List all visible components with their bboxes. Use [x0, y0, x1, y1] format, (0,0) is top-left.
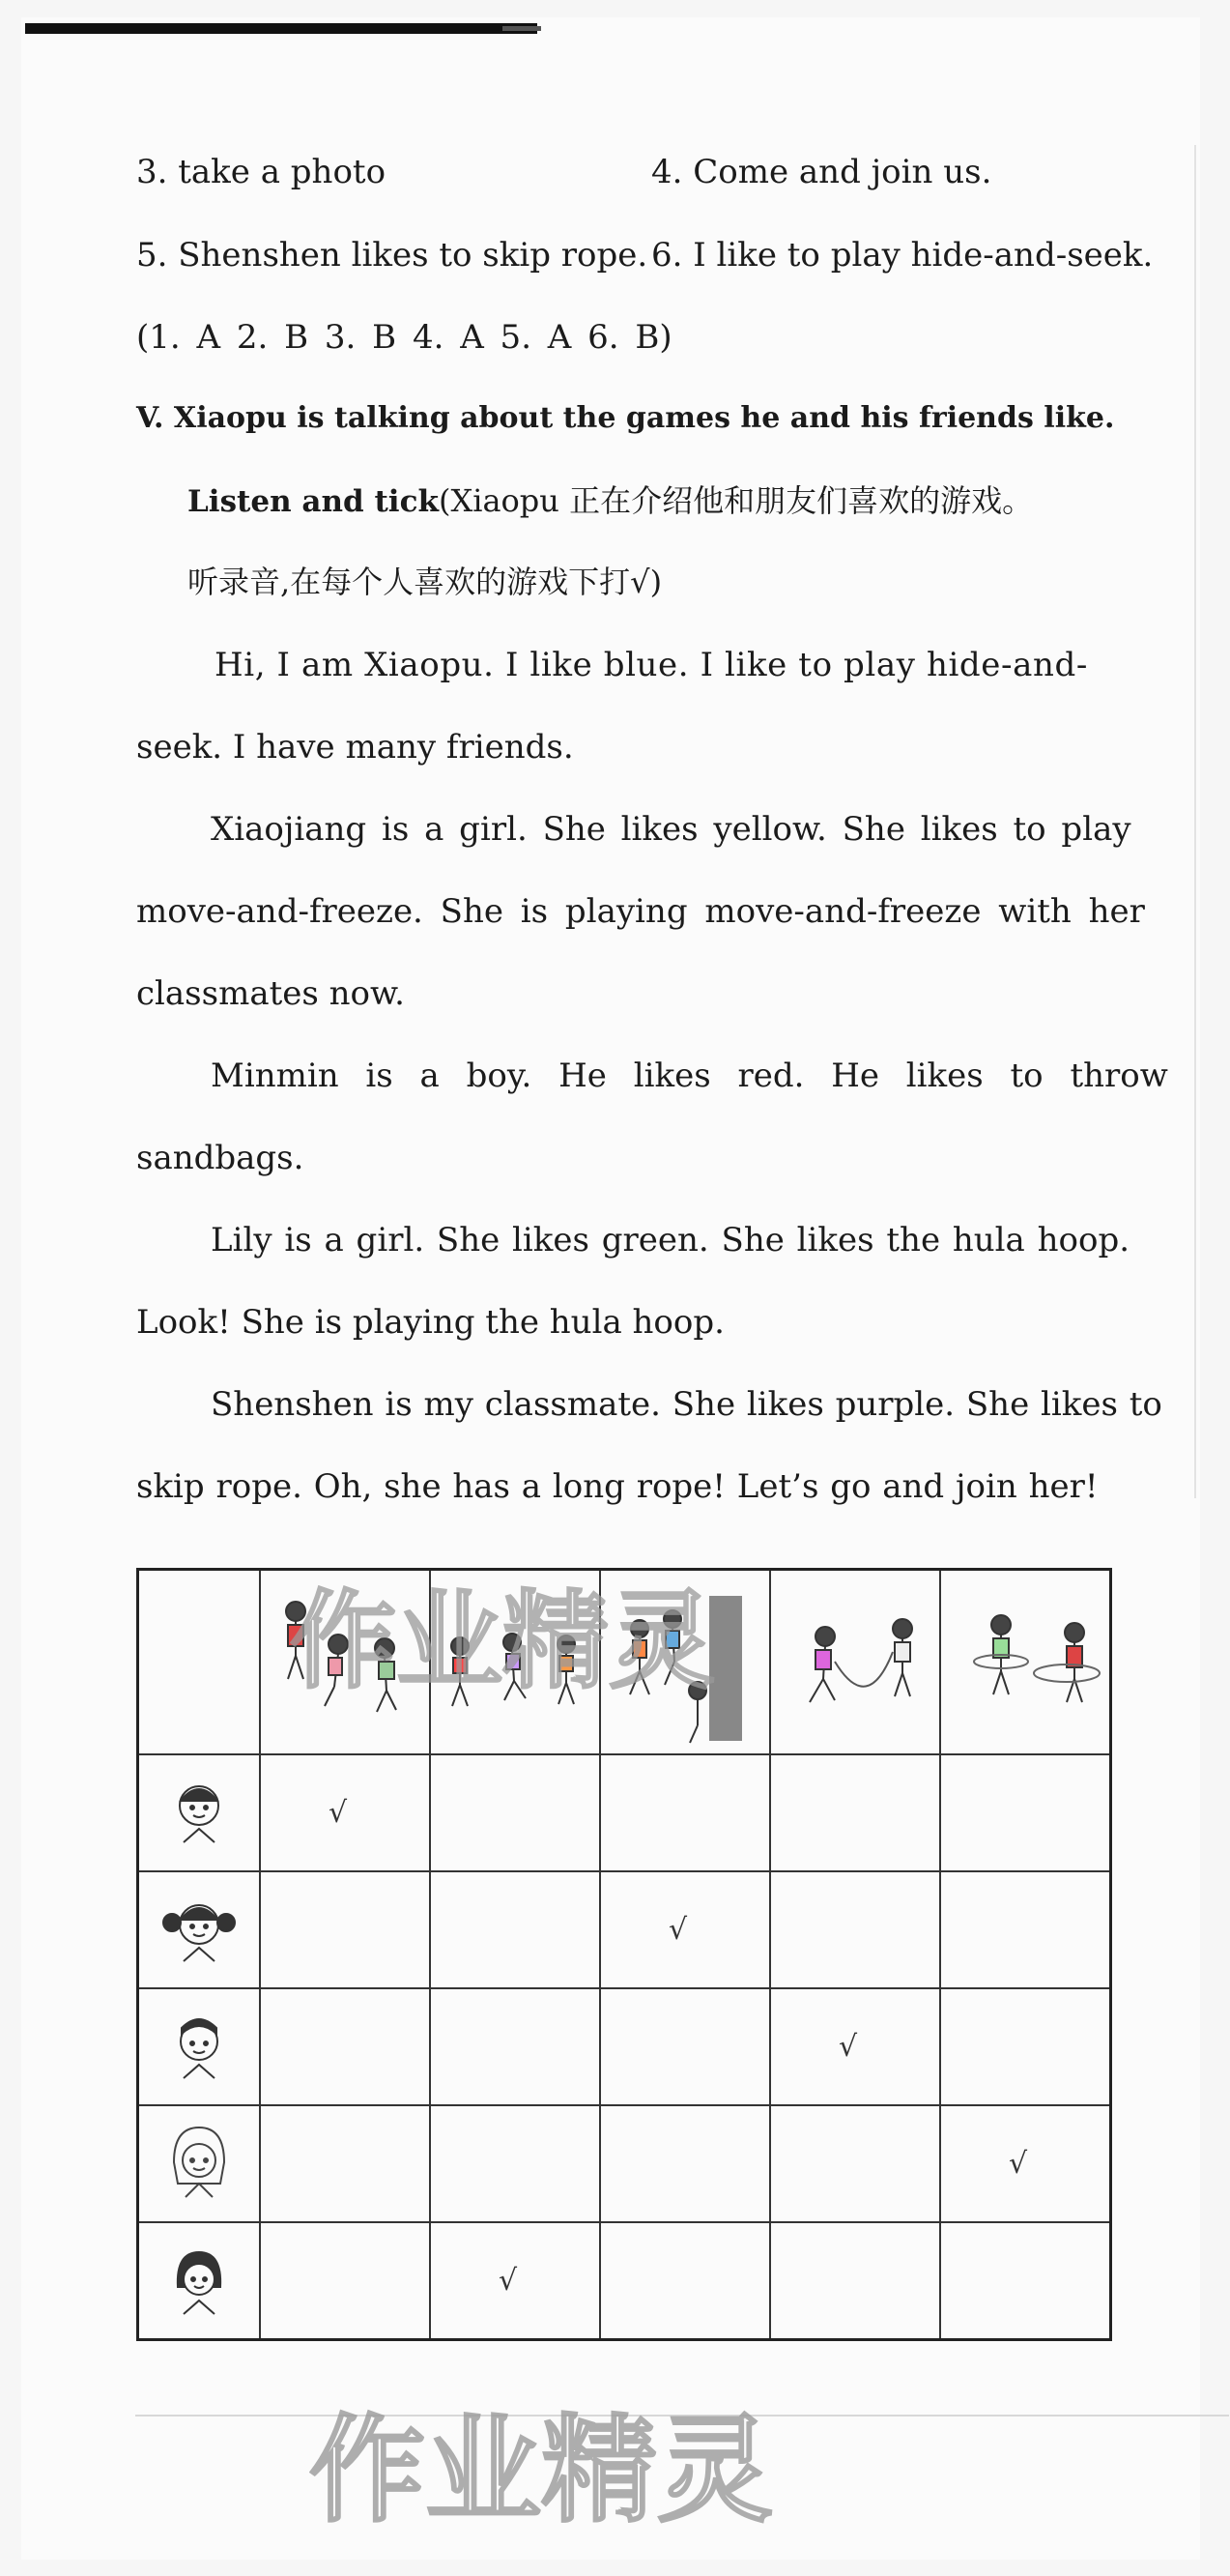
passage-line: sandbags. [136, 1139, 304, 1177]
girl-bob-face-icon [139, 2223, 259, 2338]
skip-rope-kids-icon [771, 1571, 939, 1753]
tick-mark: √ [669, 1913, 688, 1947]
passage-line: move-and-freeze. She is playing move-and-freeze with her [136, 892, 1145, 931]
header-corner [138, 1570, 261, 1755]
tick-cell[interactable] [600, 1871, 770, 1988]
person-minmin-cell [138, 1988, 261, 2105]
person-shenshen-cell [138, 2222, 261, 2340]
answer-4: 4. Come and join us. [651, 153, 992, 191]
answer-6: 6. I like to play hide-and-seek. [651, 236, 1154, 275]
tick-cell[interactable] [430, 1754, 600, 1871]
right-margin-line [1194, 145, 1196, 1498]
hula-hoop-kids-icon [941, 1571, 1109, 1753]
passage-line: Lily is a girl. She likes green. She likes the hula hoop. [211, 1221, 1130, 1259]
table-row [138, 1988, 1111, 2105]
passage-line: seek. I have many friends. [136, 728, 574, 767]
section-title: V. Xiaopu is talking about the games he and his friends like. [136, 401, 1115, 435]
instruction-cn-1: (Xiaopu 正在介绍他和朋友们喜欢的游戏。 [438, 482, 1034, 519]
tick-cell[interactable] [940, 2105, 1111, 2222]
top-bar-fade [502, 26, 541, 31]
passage-line: skip rope. Oh, she has a long rope! Let’s go and join her! [136, 1467, 1099, 1506]
tick-mark: √ [839, 2030, 858, 2064]
game-skip-rope-image [770, 1570, 940, 1755]
tick-cell[interactable] [260, 1871, 430, 1988]
tick-cell[interactable] [600, 1988, 770, 2105]
tick-cell[interactable] [260, 2105, 430, 2222]
passage-line: Minmin is a boy. He likes red. He likes to throw [211, 1056, 1168, 1095]
tick-cell[interactable] [260, 2222, 430, 2340]
tick-mark: √ [499, 2264, 518, 2298]
tick-mark: √ [329, 1796, 348, 1830]
tick-cell[interactable] [260, 1988, 430, 2105]
tick-cell[interactable] [770, 2105, 940, 2222]
tick-mark: √ [1009, 2147, 1028, 2181]
watermark-bottom: 作业精灵 [309, 2404, 773, 2538]
tick-cell[interactable] [770, 2222, 940, 2340]
instruction-cn-2: 听录音,在每个人喜欢的游戏下打√) [187, 564, 663, 600]
tick-cell[interactable] [770, 1871, 940, 1988]
game-hula-hoop-image [940, 1570, 1111, 1755]
instruction-en: Listen and tick [187, 484, 439, 519]
top-bar [25, 23, 537, 34]
person-xiaojiang-cell [138, 1871, 261, 1988]
tick-cell[interactable] [260, 1754, 430, 1871]
answer-key: (1. A 2. B 3. B 4. A 5. A 6. B) [136, 318, 672, 357]
boy-short-hair-face-icon [139, 1989, 259, 2104]
tick-cell[interactable] [430, 1871, 600, 1988]
table-row [138, 1871, 1111, 1988]
tick-cell[interactable] [940, 1754, 1111, 1871]
passage-line: Shenshen is my classmate. She likes purple. She likes to [211, 1385, 1162, 1424]
tick-cell[interactable] [430, 1988, 600, 2105]
answer-3: 3. take a photo [136, 153, 386, 191]
person-lily-cell [138, 2105, 261, 2222]
tick-cell[interactable] [430, 2105, 600, 2222]
tick-cell[interactable] [770, 1988, 940, 2105]
watermark-top: 作业精灵 [290, 1579, 715, 1703]
passage-line: Look! She is playing the hula hoop. [136, 1303, 725, 1342]
tick-cell[interactable] [600, 2222, 770, 2340]
passage-line: classmates now. [136, 974, 405, 1013]
answer-5: 5. Shenshen likes to skip rope. [136, 236, 648, 275]
tick-cell[interactable] [940, 1871, 1111, 1988]
tick-cell[interactable] [600, 1754, 770, 1871]
table-row [138, 1754, 1111, 1871]
tick-cell[interactable] [940, 2222, 1111, 2340]
tick-cell[interactable] [770, 1754, 940, 1871]
boy-face-icon [139, 1755, 259, 1870]
passage-line: Xiaojiang is a girl. She likes yellow. She likes to play [211, 810, 1131, 849]
person-xiaopu-cell [138, 1754, 261, 1871]
tick-cell[interactable] [430, 2222, 600, 2340]
girl-headscarf-face-icon [139, 2106, 259, 2221]
tick-cell[interactable] [600, 2105, 770, 2222]
section-instruction [187, 481, 1033, 521]
girl-pigtails-face-icon [139, 1872, 259, 1987]
tick-cell[interactable] [940, 1988, 1111, 2105]
table-row [138, 2105, 1111, 2222]
passage-line: Hi, I am Xiaopu. I like blue. I like to play hide-and- [215, 646, 1088, 684]
table-row [138, 2222, 1111, 2340]
